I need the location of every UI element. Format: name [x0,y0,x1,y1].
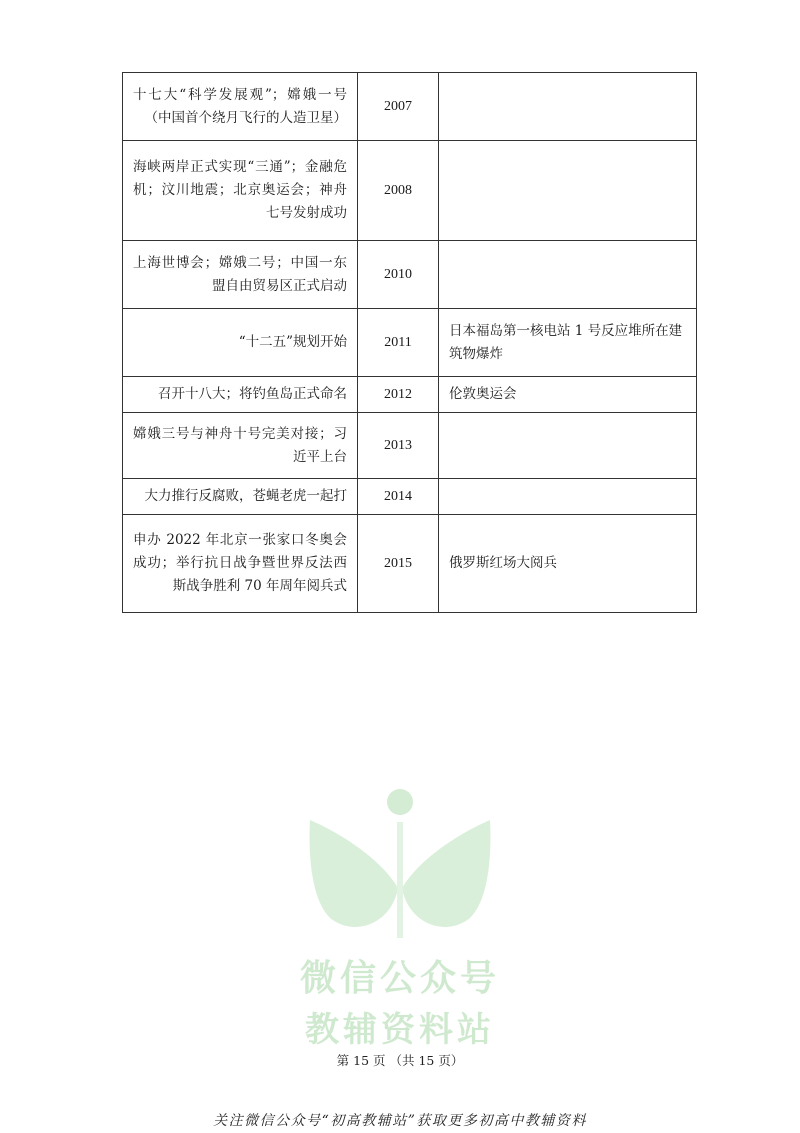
china-event-cell: 海峡两岸正式实现“三通”；金融危机；汶川地震；北京奥运会；神舟七号发射成功 [123,141,358,241]
china-event-cell: 申办 2022 年北京一张家口冬奥会成功；举行抗日战争暨世界反法西斯战争胜利 70 年周年阅兵式 [123,515,358,613]
table-row [123,73,697,141]
year-cell: 2014 [358,479,439,515]
year-cell: 2010 [358,241,439,309]
world-event-cell [439,73,697,141]
table-row [123,515,697,613]
china-event-cell: 大力推行反腐败，苍蝇老虎一起打 [123,479,358,515]
table-row [123,377,697,413]
world-event-cell [439,141,697,241]
china-event-cell: 十七大“科学发展观”；嫦娥一号（中国首个绕月飞行的人造卫星） [123,73,358,141]
promo-note: 关注微信公众号“初高教辅站”获取更多初高中教辅资料 [213,1113,587,1129]
world-event-cell: 日本福岛第一核电站 1 号反应堆所在建筑物爆炸 [439,309,697,377]
page-number-footer: 第 15 页 （共 15 页） [336,1053,464,1068]
table-row [123,141,697,241]
world-event-cell [439,479,697,515]
watermark [300,788,500,1048]
table-row [123,413,697,479]
world-event-cell [439,413,697,479]
china-event-cell: 嫦娥三号与神舟十号完美对接；习近平上台 [123,413,358,479]
world-event-cell: 伦敦奥运会 [439,377,697,413]
year-cell: 2008 [358,141,439,241]
world-event-cell: 俄罗斯红场大阅兵 [439,515,697,613]
timeline-table-body [123,73,697,613]
year-cell: 2013 [358,413,439,479]
year-cell: 2007 [358,73,439,141]
table-row [123,479,697,515]
timeline-table [122,72,697,613]
year-cell: 2011 [358,309,439,377]
table-row [123,309,697,377]
sprout-logo-icon [300,788,500,948]
china-event-cell: “十二五”规划开始 [123,309,358,377]
year-cell: 2012 [358,377,439,413]
china-event-cell: 上海世博会；嫦娥二号；中国一东盟自由贸易区正式启动 [123,241,358,309]
watermark-line-1: 微信公众号 [300,958,501,999]
world-event-cell [439,241,697,309]
watermark-line-2: 教辅资料站 [305,1010,495,1050]
table-row [123,241,697,309]
year-cell: 2015 [358,515,439,613]
china-event-cell: 召开十八大；将钓鱼岛正式命名 [123,377,358,413]
